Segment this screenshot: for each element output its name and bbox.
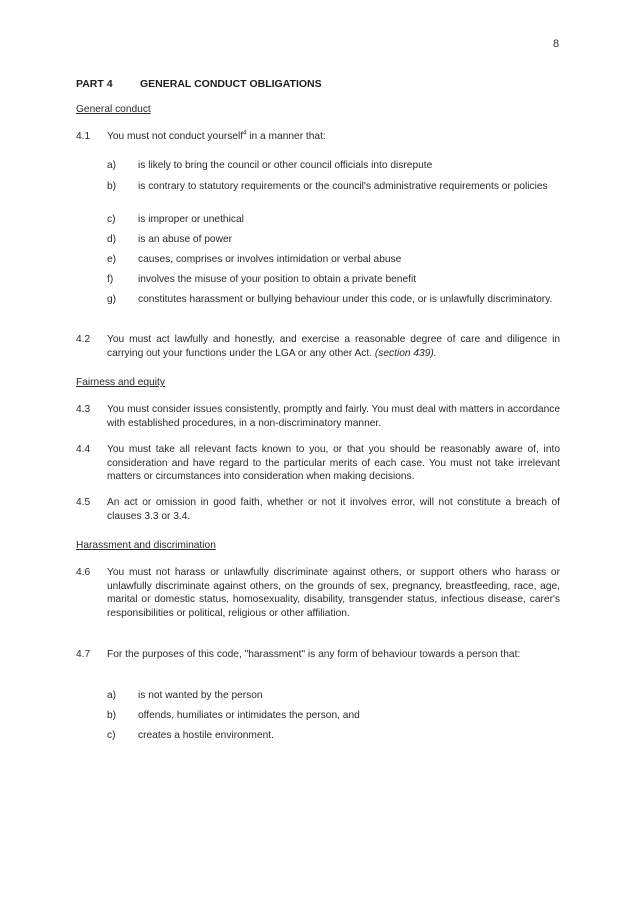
clause-4-3	[76, 403, 560, 430]
clause-text: You must take all relevant facts known to you, or that you should be reasonably aware of, into consideration and have regard to the particular merits of each case. You must not take irrelevant matters or circumstances into consideration when making decisions.	[107, 444, 560, 483]
list-item	[107, 689, 560, 703]
page-number: 8	[553, 38, 560, 50]
clause-text: You must not harass or unlawfully discriminate against others, or support others who harass or unlawfully discriminate against others, on the grounds of sex, pregnancy, breastfeeding, race, age, marital or domestic status, homosexuality, disability, transgender status, infectious disease, carer's responsibilities or political, religious or other affiliation.	[107, 567, 560, 619]
item-letter: d)	[107, 234, 117, 245]
clause-text-part: You must act lawfully and honestly, and exercise a reasonable degree of care and diligence in carrying out your functions under the LGA or any other Act.	[107, 334, 560, 359]
item-text: is an abuse of power	[138, 234, 233, 245]
clause-text-part: in a manner that:	[246, 131, 326, 142]
section-heading-fairness-equity: Fairness and equity	[76, 377, 165, 388]
item-text: involves the misuse of your position to obtain a private benefit	[138, 274, 417, 285]
clause-text: You must consider issues consistently, promptly and fairly. You must deal with matters in accordance with established procedures, in a non-discriminatory manner.	[107, 404, 560, 429]
list-item	[107, 159, 560, 173]
item-letter: a)	[107, 690, 117, 701]
list-item	[107, 213, 560, 227]
list-item	[107, 729, 560, 743]
list-item	[107, 180, 560, 194]
part-number: PART 4	[76, 78, 113, 90]
item-text: is improper or unethical	[138, 214, 244, 225]
clause-text	[107, 333, 560, 360]
list-item	[107, 293, 560, 307]
clause-number: 4.4	[76, 444, 91, 455]
part-title: GENERAL CONDUCT OBLIGATIONS	[140, 78, 322, 90]
item-letter: g)	[107, 294, 117, 305]
item-letter: a)	[107, 160, 117, 171]
clause-4-7	[76, 648, 560, 662]
section-citation: (section 439).	[374, 347, 437, 359]
item-text: is contrary to statutory requirements or the council's administrative requirements or policies	[138, 181, 548, 192]
section-heading-harassment-discrimination: Harassment and discrimination	[76, 540, 216, 551]
clause-text: For the purposes of this code, "harassment" is any form of behaviour towards a person that:	[107, 649, 521, 660]
footnote-mark: 4	[243, 130, 247, 137]
section-heading-general-conduct: General conduct	[76, 104, 151, 115]
item-text: causes, comprises or involves intimidation or verbal abuse	[138, 254, 402, 265]
clause-text	[107, 130, 560, 144]
item-letter: f)	[107, 274, 114, 285]
item-text: offends, humiliates or intimidates the person, and	[138, 710, 360, 721]
clause-number: 4.6	[76, 567, 91, 578]
item-letter: e)	[107, 254, 117, 265]
clause-number: 4.5	[76, 497, 91, 508]
part-heading	[76, 78, 322, 92]
item-letter: c)	[107, 730, 116, 741]
item-text: constitutes harassment or bullying behaviour under this code, or is unlawfully discriminatory.	[138, 294, 553, 305]
clause-text-part: You must not conduct yourself	[107, 131, 244, 142]
clause-4-6	[76, 566, 560, 620]
item-text: creates a hostile environment.	[138, 730, 274, 741]
clause-4-5	[76, 496, 560, 523]
clause-number: 4.2	[76, 334, 91, 345]
item-letter: c)	[107, 214, 116, 225]
clause-number: 4.3	[76, 404, 91, 415]
list-item	[107, 273, 560, 287]
clause-4-2	[76, 333, 560, 360]
list-item	[107, 233, 560, 247]
clause-number: 4.1	[76, 131, 91, 142]
item-letter: b)	[107, 181, 117, 192]
clause-4-1	[76, 130, 560, 144]
clause-text: An act or omission in good faith, whether or not it involves error, will not constitute a breach of clauses 3.3 or 3.4.	[107, 497, 560, 522]
list-item	[107, 253, 560, 267]
list-item	[107, 709, 560, 723]
item-text: is likely to bring the council or other council officials into disrepute	[138, 160, 433, 171]
clause-number: 4.7	[76, 649, 91, 660]
item-text: is not wanted by the person	[138, 690, 263, 701]
item-letter: b)	[107, 710, 117, 721]
clause-4-4	[76, 443, 560, 484]
